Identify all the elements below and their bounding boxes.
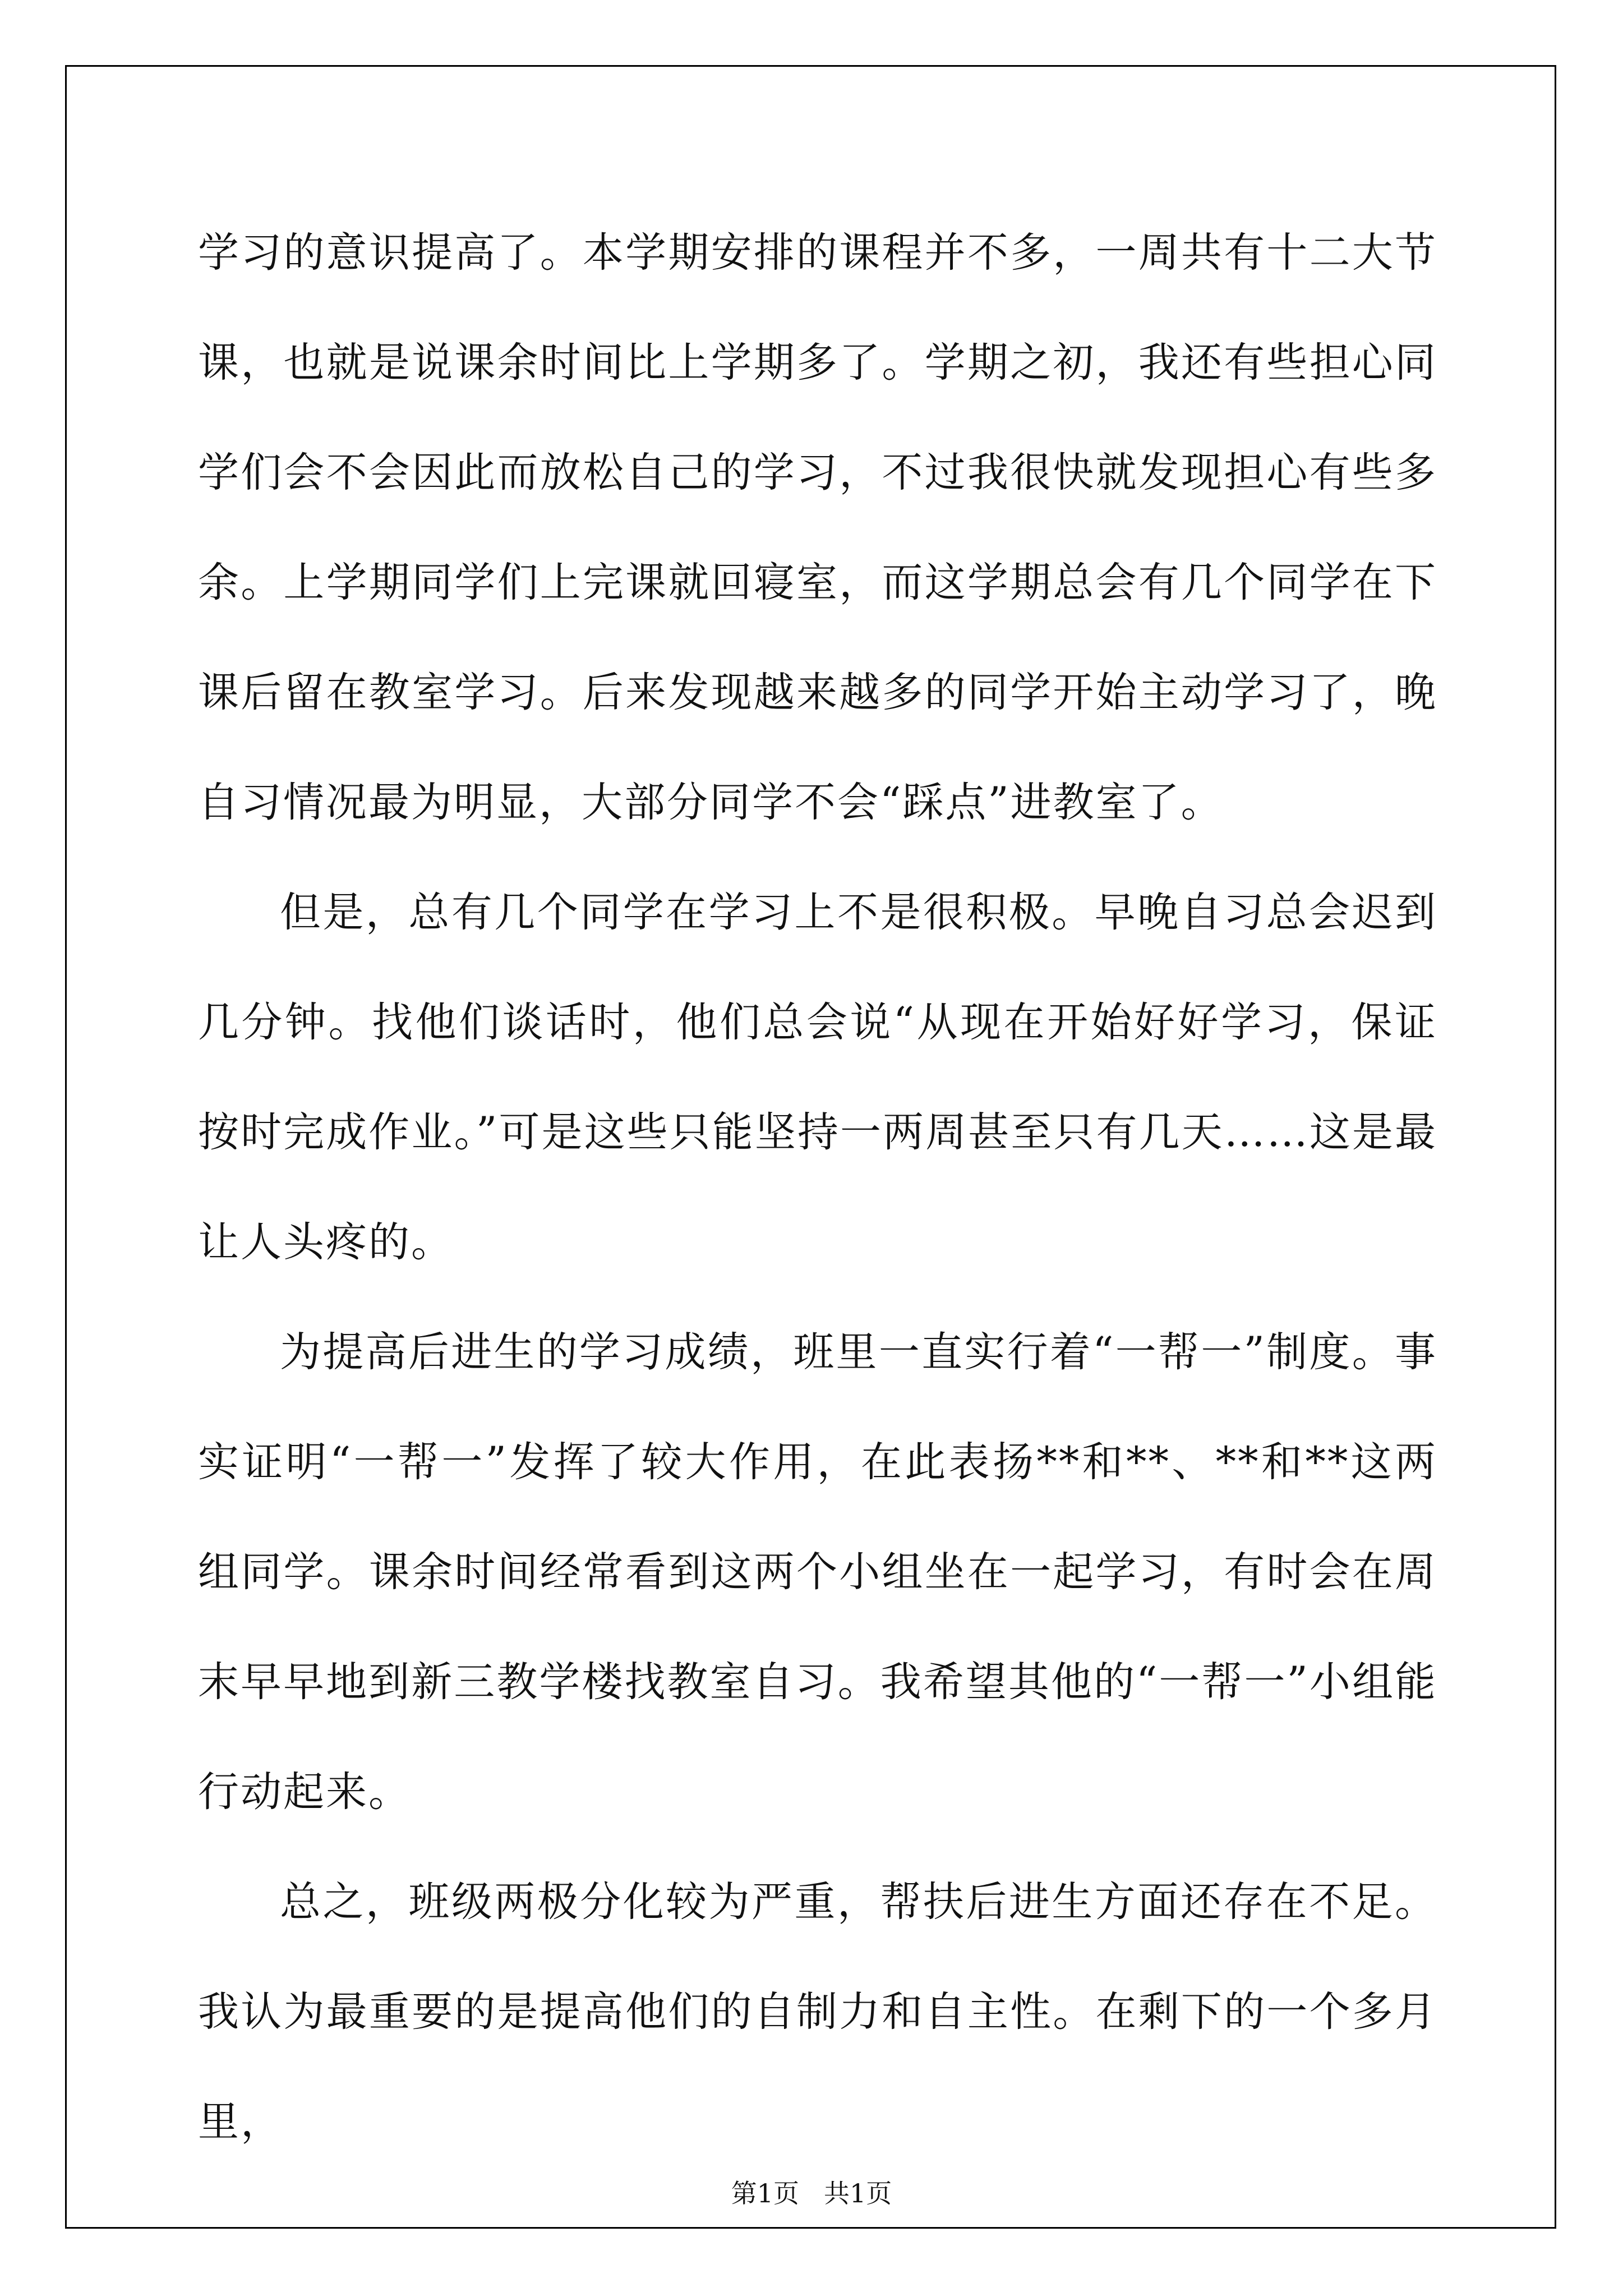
paragraph-1: 学习的意识提高了。本学期安排的课程并不多，一周共有十二大节课，也就是说课余时间比上学期多了。学期之初，我还有些担心同学们会不会因此而放松自己的学习，不过我很快就发现担心有些多余。上学期同学们上完课就回寝室，而这学期总会有几个同学在下课后留在教室学习。后来发现越来越多的同学开始主动学习了，晚自习情况最为明显，大部分同学不会“踩点”进教室了。 bbox=[198, 229, 1437, 826]
document-body bbox=[198, 198, 1437, 2177]
page-total: 共1页 bbox=[823, 2178, 892, 2208]
paragraph-3: 为提高后进生的学习成绩，班里一直实行着“一帮一”制度。事实证明“一帮一”发挥了较大作用，在此表扬**和**、**和**这两组同学。课余时间经常看到这两个小组坐在一起学习，有时会在周末早早地到新三教学楼找教室自习。我希望其他的“一帮一”小组能行动起来。 bbox=[198, 1328, 1437, 1816]
paragraph-4: 总之，班级两极分化较为严重，帮扶后进生方面还存在不足。我认为最重要的是提高他们的自制力和自主性。在剩下的一个多月里， bbox=[198, 1878, 1437, 2146]
paragraph-2: 但是，总有几个同学在学习上不是很积极。早晚自习总会迟到几分钟。找他们谈话时，他们总会说“从现在开始好好学习，保证按时完成作业。”可是这些只能坚持一两周甚至只有几天……这是最让人头疼的。 bbox=[198, 889, 1437, 1266]
page-number: 第1页 bbox=[731, 2178, 800, 2208]
page-footer bbox=[0, 2177, 1623, 2210]
